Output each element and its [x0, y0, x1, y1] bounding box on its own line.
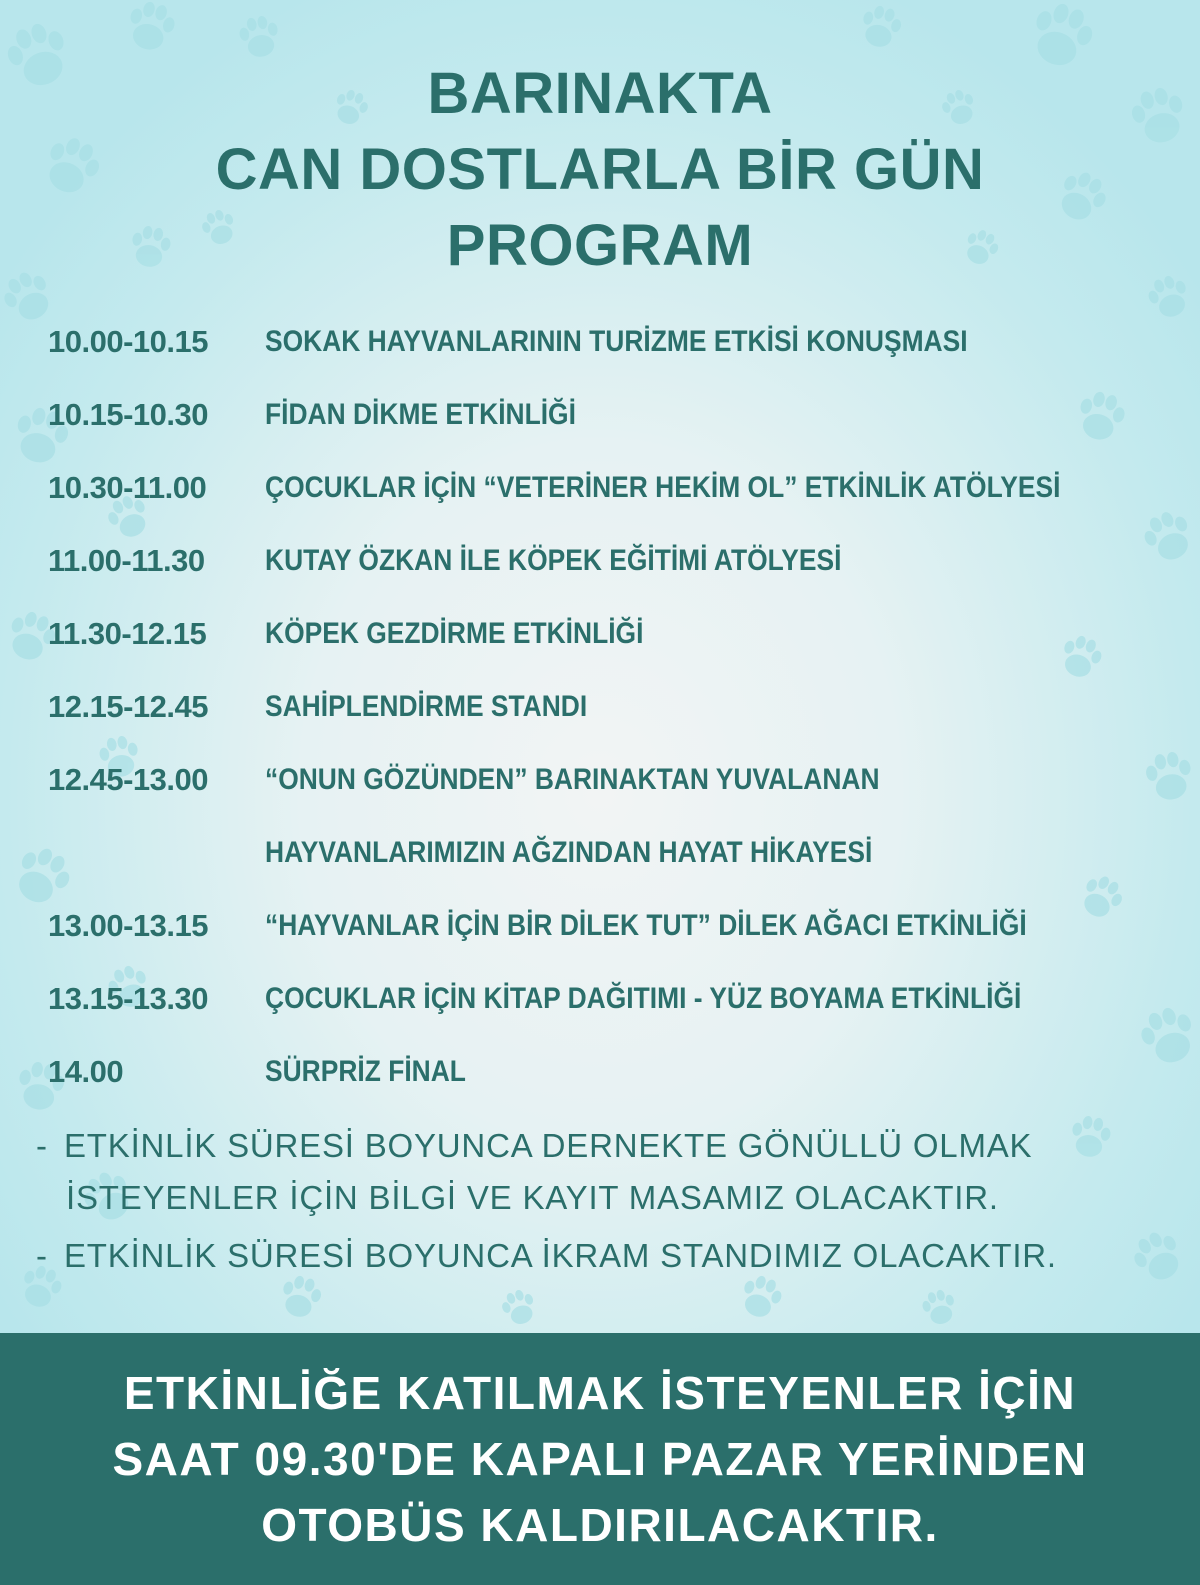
schedule-description: SOKAK HAYVANLARININ TURİZME ETKİSİ KONUŞMASI [265, 324, 968, 358]
schedule-time: 11.00-11.30 [48, 542, 205, 578]
footer-line-2: SAAT 09.30'DE KAPALI PAZAR YERİNDEN [112, 1433, 1088, 1485]
note-volunteer-line-2: İSTEYENLER İÇİN BİLGİ VE KAYIT MASAMIZ OLACAKTIR. [66, 1179, 999, 1216]
schedule-row [48, 451, 1178, 524]
schedule-description: SÜRPRİZ FİNAL [265, 1054, 466, 1088]
note-catering-text: ETKİNLİK SÜRESİ BOYUNCA İKRAM STANDIMIZ OLACAKTIR. [64, 1237, 1057, 1274]
schedule-row [48, 962, 1178, 1035]
schedule-time: 13.00-13.15 [48, 907, 208, 943]
title-line-2: CAN DOSTLARLA BİR GÜN [215, 137, 985, 202]
schedule-row [48, 889, 1178, 962]
schedule-description: SAHİPLENDİRME STANDI [265, 689, 588, 723]
note-catering [36, 1230, 1186, 1282]
program-schedule [48, 305, 1178, 1108]
paw-print-icon [237, 14, 282, 60]
footer-line-3: OTOBÜS KALDIRILACAKTIR. [261, 1499, 939, 1551]
footer-line-1: ETKİNLİĞE KATILMAK İSTEYENLER İÇİN [123, 1367, 1077, 1419]
note-dash: - [36, 1237, 48, 1274]
transport-footer-banner [0, 1333, 1200, 1585]
title-line-3: PROGRAM [446, 213, 754, 278]
note-dash: - [36, 1127, 48, 1164]
schedule-row [48, 1035, 1178, 1108]
title-line-1: BARINAKTA [427, 61, 773, 126]
schedule-row [48, 670, 1178, 743]
schedule-row-continuation [48, 816, 1178, 889]
paw-print-icon [498, 1286, 540, 1328]
schedule-time: 13.15-13.30 [48, 980, 208, 1016]
schedule-time: 10.00-10.15 [48, 323, 208, 359]
schedule-time: 12.15-12.45 [48, 688, 208, 724]
info-notes [36, 1120, 1186, 1282]
page-title [0, 56, 1200, 284]
schedule-row [48, 305, 1178, 378]
schedule-description: KÖPEK GEZDİRME ETKİNLİĞİ [265, 616, 644, 650]
schedule-description: FİDAN DİKME ETKİNLİĞİ [265, 397, 576, 431]
schedule-description: “HAYVANLAR İÇİN BİR DİLEK TUT” DİLEK AĞACI ETKİNLİĞİ [265, 908, 1027, 942]
schedule-description: ÇOCUKLAR İÇİN “VETERİNER HEKİM OL” ETKİNLİK ATÖLYESİ [265, 470, 1061, 504]
note-volunteer-line-1: ETKİNLİK SÜRESİ BOYUNCA DERNEKTE GÖNÜLLÜ OLMAK [64, 1127, 1033, 1164]
paw-print-icon [123, 0, 178, 55]
schedule-time: 11.30-12.15 [48, 615, 207, 651]
schedule-description: ÇOCUKLAR İÇİN KİTAP DAĞITIMI - YÜZ BOYAMA ETKİNLİĞİ [265, 981, 1022, 1015]
paw-print-icon [857, 2, 904, 51]
schedule-time: 10.15-10.30 [48, 396, 208, 432]
schedule-row [48, 597, 1178, 670]
schedule-description: HAYVANLARIMIZIN AĞZINDAN HAYAT HİKAYESİ [265, 835, 873, 869]
schedule-row [48, 743, 1178, 816]
schedule-row [48, 524, 1178, 597]
paw-print-icon [919, 1287, 959, 1328]
schedule-time: 12.45-13.00 [48, 761, 208, 797]
schedule-row [48, 378, 1178, 451]
schedule-time: 14.00 [48, 1053, 124, 1089]
schedule-description: “ONUN GÖZÜNDEN” BARINAKTAN YUVALANAN [265, 762, 880, 796]
schedule-time: 10.30-11.00 [48, 469, 207, 505]
note-volunteer [36, 1120, 1186, 1172]
schedule-description: KUTAY ÖZKAN İLE KÖPEK EĞİTİMİ ATÖLYESİ [265, 543, 842, 577]
